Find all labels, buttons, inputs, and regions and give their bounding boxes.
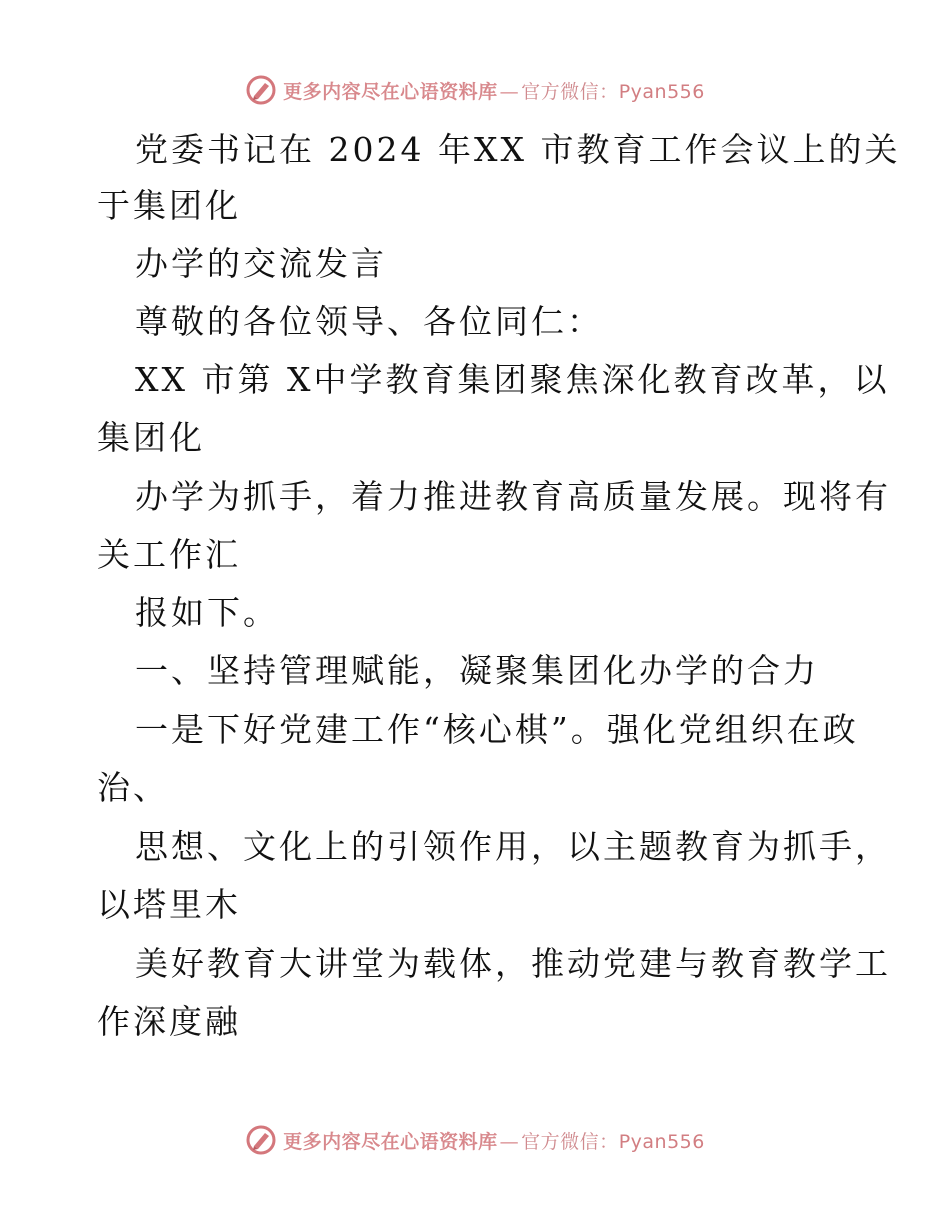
- section-heading: 一、坚持管理赋能，凝聚集团化办学的合力: [135, 651, 819, 690]
- body-line: 办学的交流发言: [135, 244, 387, 283]
- watermark-id: Pyan556: [618, 1130, 705, 1153]
- watermark-main: 更多内容尽在心语资料库: [283, 1130, 498, 1153]
- watermark-official: 官方微信：: [521, 80, 619, 103]
- body-line: 思想、文化上的引领作用，以主题教育为抓手，: [135, 827, 891, 866]
- watermark-text: [283, 77, 705, 104]
- watermark-id: Pyan556: [618, 80, 705, 103]
- body-line: 关工作汇: [97, 535, 241, 574]
- body-line: 作深度融: [97, 1002, 241, 1041]
- watermark-text: [283, 1127, 705, 1154]
- pen-circle-logo-icon: [245, 74, 277, 106]
- header-watermark: [0, 70, 950, 110]
- body-line: 集团化: [97, 418, 205, 457]
- watermark-official: 官方微信：: [521, 1130, 619, 1153]
- body-line: XX 市第 X中学教育集团聚焦深化教育改革，以: [135, 360, 890, 399]
- footer-watermark: [0, 1120, 950, 1160]
- watermark-dash: —: [499, 80, 520, 103]
- body-line: 办学为抓手，着力推进教育高质量发展。现将有: [135, 477, 891, 516]
- body-line: 治、: [97, 768, 169, 807]
- body-line: 以塔里木: [97, 885, 241, 924]
- body-line: 一是下好党建工作“核心棋”。强化党组织在政: [135, 710, 859, 749]
- body-line: 尊敬的各位领导、各位同仁：: [135, 302, 603, 341]
- watermark-main: 更多内容尽在心语资料库: [283, 80, 498, 103]
- body-line: 于集团化: [97, 186, 241, 225]
- body-line: 美好教育大讲堂为载体，推动党建与教育教学工: [135, 944, 891, 983]
- body-line: 党委书记在 2024 年XX 市教育工作会议上的关: [135, 130, 901, 169]
- body-line: 报如下。: [135, 593, 279, 632]
- pen-circle-logo-icon: [245, 1124, 277, 1156]
- watermark-dash: —: [499, 1130, 520, 1153]
